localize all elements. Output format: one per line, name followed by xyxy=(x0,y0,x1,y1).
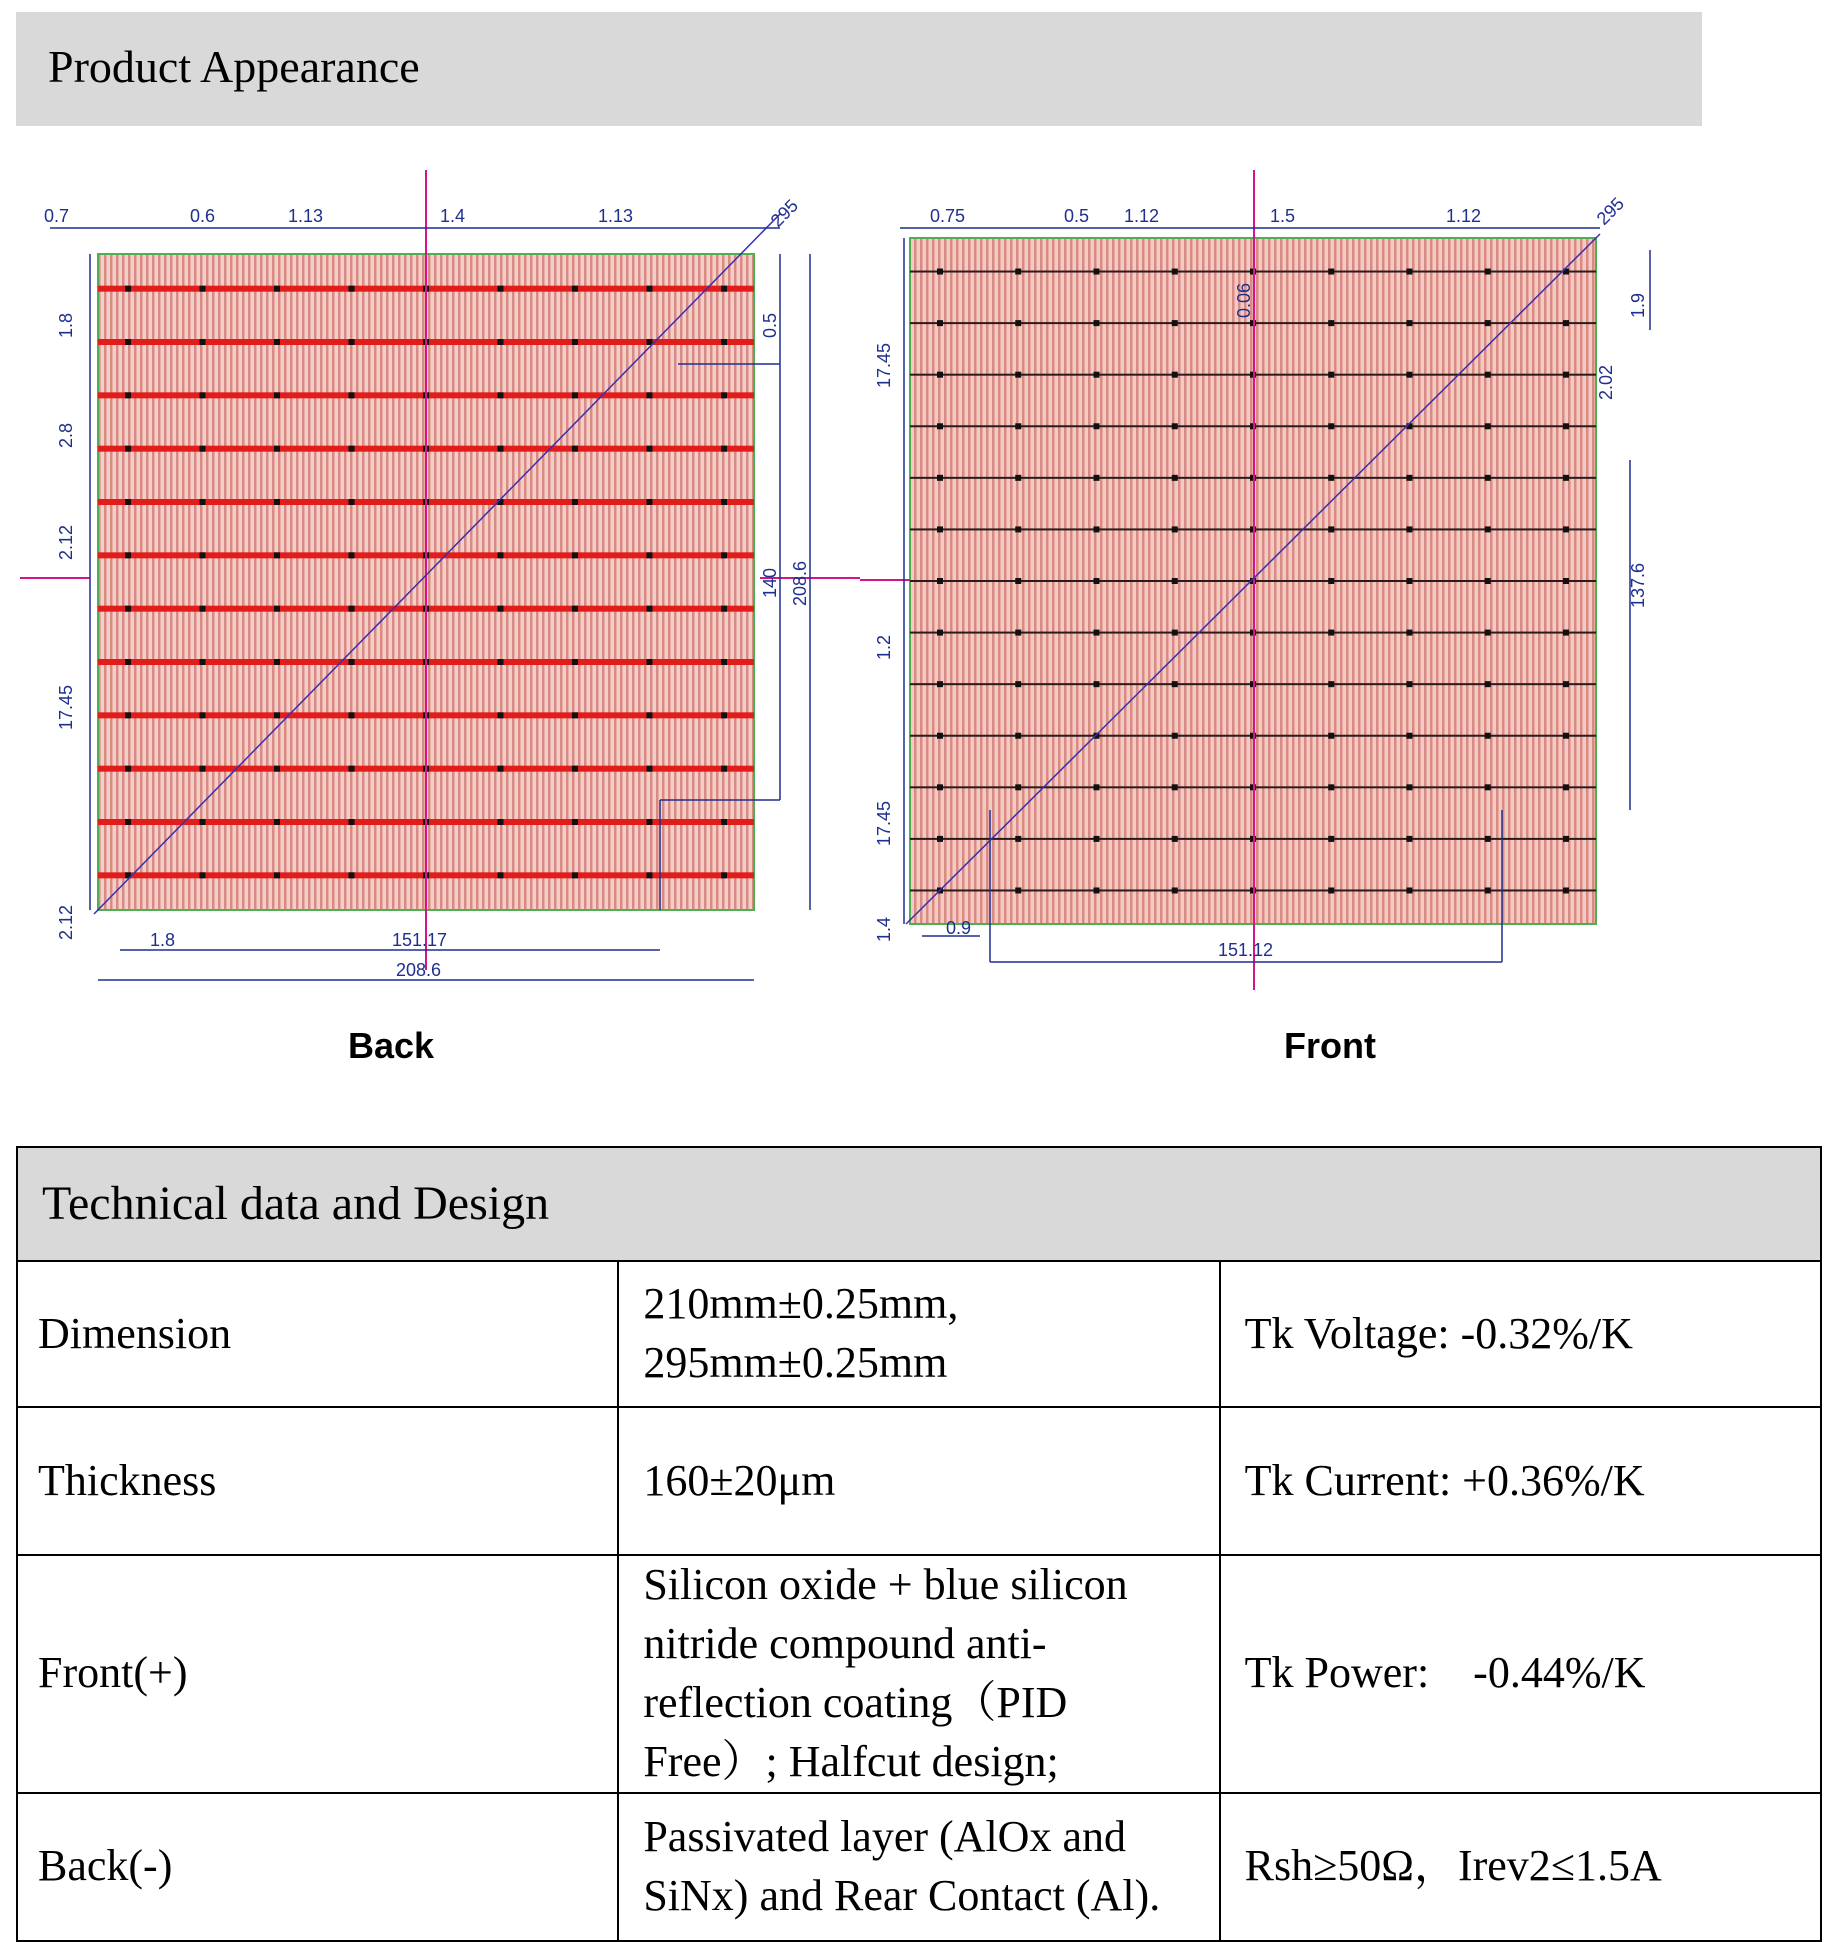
front-dim-right-0: 1.9 xyxy=(1628,292,1648,318)
busbar-pad xyxy=(498,392,504,398)
busbar-pad xyxy=(200,659,206,665)
front-dim-left-1: 1.2 xyxy=(874,634,894,660)
front-dim-left-2: 17.45 xyxy=(874,800,894,846)
busbar-pad xyxy=(1328,423,1334,429)
busbar-pad xyxy=(1094,320,1100,326)
busbar-pad xyxy=(572,552,578,558)
busbar-pad xyxy=(200,552,206,558)
busbar-pad xyxy=(1407,372,1413,378)
busbar-pad xyxy=(125,819,131,825)
row-value-front: Silicon oxide + blue silicon nitride compound anti-reflection coating（PID Free）; Halfcut design; xyxy=(618,1555,1219,1793)
busbar-pad xyxy=(200,446,206,452)
back-dim-top-3: 1.4 xyxy=(440,206,466,226)
busbar-pad xyxy=(572,766,578,772)
table-row xyxy=(17,1261,1821,1407)
back-dim-right-2: 208.6 xyxy=(790,560,810,606)
busbar-pad xyxy=(1328,887,1334,893)
busbar-pad xyxy=(721,819,727,825)
busbar-pad xyxy=(1485,836,1491,842)
busbar-pad xyxy=(349,286,355,292)
busbar-pad xyxy=(937,320,943,326)
busbar-pad xyxy=(1172,475,1178,481)
busbar-pad xyxy=(1407,681,1413,687)
busbar-pad xyxy=(1563,320,1569,326)
busbar-pad xyxy=(1172,836,1178,842)
busbar-pad xyxy=(721,659,727,665)
busbar-pad xyxy=(200,286,206,292)
busbar-pad xyxy=(1328,630,1334,636)
busbar-pad xyxy=(200,392,206,398)
busbar-pad xyxy=(1485,423,1491,429)
row-label-dimension: Dimension xyxy=(17,1261,618,1407)
busbar-pad xyxy=(274,392,280,398)
table-row xyxy=(17,1555,1821,1793)
busbar-pad xyxy=(1172,784,1178,790)
busbar-pad xyxy=(647,606,653,612)
busbar-pad xyxy=(647,446,653,452)
busbar-pad xyxy=(1485,475,1491,481)
row-value-thickness: 160±20μm xyxy=(618,1407,1219,1555)
back-caption: Back xyxy=(348,1025,435,1066)
busbar-pad xyxy=(647,819,653,825)
busbar-pad xyxy=(1172,269,1178,275)
busbar-pad xyxy=(647,552,653,558)
back-dim-bottom-1: 151.17 xyxy=(392,930,448,950)
busbar-pad xyxy=(200,766,206,772)
busbar-pad xyxy=(1328,836,1334,842)
busbar-pad xyxy=(498,286,504,292)
busbar-pad xyxy=(1407,320,1413,326)
busbar-pad xyxy=(721,499,727,505)
busbar-pad xyxy=(200,339,206,345)
busbar-pad xyxy=(349,339,355,345)
back-dim-top-2: 1.13 xyxy=(288,206,324,226)
busbar-pad xyxy=(1328,320,1334,326)
front-dim-right-2: 137.6 xyxy=(1628,562,1648,608)
busbar-pad xyxy=(1094,475,1100,481)
busbar-pad xyxy=(1172,887,1178,893)
busbar-pad xyxy=(1172,372,1178,378)
busbar-pad xyxy=(1172,578,1178,584)
busbar-pad xyxy=(200,712,206,718)
busbar-pad xyxy=(498,659,504,665)
busbar-pad xyxy=(647,286,653,292)
row-value-back: Passivated layer (AlOx and SiNx) and Rear Contact (Al). xyxy=(618,1793,1219,1941)
busbar-pad xyxy=(1015,475,1021,481)
busbar-pad xyxy=(721,766,727,772)
busbar-pad xyxy=(937,423,943,429)
busbar-pad xyxy=(937,526,943,532)
busbar-pad xyxy=(349,659,355,665)
product-appearance-header xyxy=(16,12,1702,126)
technical-data-title: Technical data and Design xyxy=(17,1147,1821,1261)
busbar-pad xyxy=(274,872,280,878)
back-dim-bottom-2: 208.6 xyxy=(396,960,442,980)
row-label-thickness: Thickness xyxy=(17,1407,618,1555)
busbar-pad xyxy=(498,339,504,345)
front-dim-left-3: 1.4 xyxy=(874,916,894,942)
busbar-pad xyxy=(1328,733,1334,739)
busbar-pad xyxy=(125,392,131,398)
busbar-pad xyxy=(1015,423,1021,429)
busbar-pad xyxy=(349,499,355,505)
busbar-pad xyxy=(1563,784,1569,790)
busbar-pad xyxy=(349,552,355,558)
row-label-front: Front(+) xyxy=(17,1555,618,1793)
front-caption: Front xyxy=(1284,1025,1376,1066)
busbar-pad xyxy=(200,872,206,878)
busbar-pad xyxy=(647,872,653,878)
back-cell-drawing xyxy=(20,170,860,1010)
back-dim-bottom-0: 1.8 xyxy=(150,930,176,950)
busbar-pad xyxy=(572,872,578,878)
busbar-pad xyxy=(647,659,653,665)
busbar-pad xyxy=(572,392,578,398)
back-dim-diagonal: 295 xyxy=(766,195,803,231)
busbar-pad xyxy=(1407,475,1413,481)
front-dim-top-2: 1.12 xyxy=(1124,206,1160,226)
row-label-back: Back(-) xyxy=(17,1793,618,1941)
busbar-pad xyxy=(349,392,355,398)
busbar-pad xyxy=(1172,526,1178,532)
busbar-pad xyxy=(1485,733,1491,739)
busbar-pad xyxy=(647,499,653,505)
busbar-pad xyxy=(1015,836,1021,842)
busbar-pad xyxy=(1485,630,1491,636)
back-dim-left-3: 17.45 xyxy=(56,684,76,730)
front-dim-bottom-0: 0.9 xyxy=(946,918,972,938)
busbar-pad xyxy=(647,712,653,718)
busbar-pad xyxy=(1328,269,1334,275)
busbar-pad xyxy=(937,578,943,584)
busbar-pad xyxy=(721,392,727,398)
busbar-pad xyxy=(349,446,355,452)
busbar-pad xyxy=(937,475,943,481)
busbar-pad xyxy=(274,552,280,558)
busbar-pad xyxy=(572,606,578,612)
busbar-pad xyxy=(721,606,727,612)
busbar-pad xyxy=(1407,836,1413,842)
busbar-pad xyxy=(1015,269,1021,275)
busbar-pad xyxy=(1407,784,1413,790)
back-dim-top-1: 0.6 xyxy=(190,206,216,226)
busbar-pad xyxy=(1563,630,1569,636)
busbar-pad xyxy=(721,339,727,345)
table-row xyxy=(17,1793,1821,1941)
busbar-pad xyxy=(274,819,280,825)
row-side-tk-current: Tk Current: +0.36%/K xyxy=(1220,1407,1821,1555)
busbar-pad xyxy=(200,606,206,612)
busbar-pad xyxy=(1015,630,1021,636)
front-cell-drawing xyxy=(860,170,1680,1010)
front-dim-top-1: 0.5 xyxy=(1064,206,1090,226)
busbar-pad xyxy=(125,339,131,345)
busbar-pad xyxy=(274,286,280,292)
busbar-pad xyxy=(1328,784,1334,790)
busbar-pad xyxy=(1563,836,1569,842)
busbar-pad xyxy=(937,733,943,739)
busbar-pad xyxy=(1563,578,1569,584)
back-dim-left-4: 2.12 xyxy=(56,904,76,940)
front-dim-right-1: 2.02 xyxy=(1596,364,1616,400)
busbar-pad xyxy=(1563,681,1569,687)
busbar-pad xyxy=(1172,630,1178,636)
busbar-pad xyxy=(572,712,578,718)
busbar-pad xyxy=(125,499,131,505)
row-side-rsh-irev: Rsh≥50Ω，Irev2≤1.5A xyxy=(1220,1793,1821,1941)
busbar-pad xyxy=(1015,887,1021,893)
busbar-pad xyxy=(572,446,578,452)
busbar-pad xyxy=(937,372,943,378)
busbar-pad xyxy=(349,872,355,878)
busbar-pad xyxy=(498,606,504,612)
busbar-pad xyxy=(498,552,504,558)
busbar-pad xyxy=(1407,578,1413,584)
busbar-pad xyxy=(721,712,727,718)
busbar-pad xyxy=(1485,526,1491,532)
busbar-pad xyxy=(498,712,504,718)
busbar-pad xyxy=(274,766,280,772)
busbar-pad xyxy=(125,766,131,772)
back-dim-top-4: 1.13 xyxy=(598,206,634,226)
busbar-pad xyxy=(647,392,653,398)
busbar-pad xyxy=(572,286,578,292)
busbar-pad xyxy=(572,819,578,825)
product-appearance-title: Product Appearance xyxy=(48,41,420,92)
busbar-pad xyxy=(1015,681,1021,687)
back-dim-left-1: 2.8 xyxy=(56,422,76,448)
busbar-pad xyxy=(1094,526,1100,532)
busbar-pad xyxy=(1485,681,1491,687)
busbar-pad xyxy=(1328,526,1334,532)
busbar-pad xyxy=(125,446,131,452)
busbar-pad xyxy=(125,606,131,612)
busbar-pad xyxy=(1094,630,1100,636)
busbar-pad xyxy=(1094,887,1100,893)
front-dim-top-3: 1.5 xyxy=(1270,206,1296,226)
back-dim-left-0: 1.8 xyxy=(56,312,76,338)
busbar-pad xyxy=(125,552,131,558)
row-value-dimension: 210mm±0.25mm, 295mm±0.25mm xyxy=(618,1261,1219,1407)
busbar-pad xyxy=(1172,320,1178,326)
busbar-pad xyxy=(572,659,578,665)
busbar-pad xyxy=(1328,578,1334,584)
technical-data-table xyxy=(16,1146,1822,1942)
busbar-pad xyxy=(1094,836,1100,842)
busbar-pad xyxy=(1407,269,1413,275)
busbar-pad xyxy=(1172,733,1178,739)
busbar-pad xyxy=(1328,372,1334,378)
busbar-pad xyxy=(274,446,280,452)
busbar-pad xyxy=(274,339,280,345)
busbar-pad xyxy=(1015,578,1021,584)
busbar-pad xyxy=(274,659,280,665)
busbar-pad xyxy=(1094,784,1100,790)
busbar-pad xyxy=(1015,784,1021,790)
back-dim-right-1: 140 xyxy=(760,567,780,598)
busbar-pad xyxy=(125,659,131,665)
busbar-pad xyxy=(1485,887,1491,893)
busbar-pad xyxy=(274,499,280,505)
busbar-pad xyxy=(1563,733,1569,739)
busbar-pad xyxy=(937,836,943,842)
busbar-pad xyxy=(498,766,504,772)
busbar-pad xyxy=(1172,423,1178,429)
busbar-pad xyxy=(498,446,504,452)
front-dim-diagonal: 295 xyxy=(1592,193,1629,229)
busbar-pad xyxy=(1563,887,1569,893)
busbar-pad xyxy=(1563,475,1569,481)
front-dim-left-0: 17.45 xyxy=(874,342,894,388)
busbar-pad xyxy=(349,766,355,772)
busbar-pad xyxy=(498,819,504,825)
busbar-pad xyxy=(1407,733,1413,739)
busbar-pad xyxy=(937,269,943,275)
busbar-pad xyxy=(200,819,206,825)
busbar-pad xyxy=(498,872,504,878)
busbar-pad xyxy=(937,784,943,790)
busbar-pad xyxy=(721,872,727,878)
busbar-pad xyxy=(1407,526,1413,532)
back-dim-left-2: 2.12 xyxy=(56,524,76,560)
technical-data-header-row xyxy=(17,1147,1821,1261)
busbar-pad xyxy=(647,766,653,772)
busbar-pad xyxy=(1015,733,1021,739)
front-dim-top-0: 0.75 xyxy=(930,206,966,226)
busbar-pad xyxy=(1094,372,1100,378)
busbar-pad xyxy=(1407,630,1413,636)
busbar-pad xyxy=(1015,372,1021,378)
busbar-pad xyxy=(1407,887,1413,893)
busbar-pad xyxy=(1485,269,1491,275)
busbar-pad xyxy=(937,681,943,687)
busbar-pad xyxy=(125,286,131,292)
front-dim-center: 0.06 xyxy=(1234,282,1254,318)
busbar-pad xyxy=(721,286,727,292)
back-dim-top-0: 0.7 xyxy=(44,206,70,226)
busbar-pad xyxy=(1328,681,1334,687)
busbar-pad xyxy=(937,630,943,636)
busbar-pad xyxy=(572,339,578,345)
busbar-pad xyxy=(572,499,578,505)
front-dim-top-4: 1.12 xyxy=(1446,206,1482,226)
busbar-pad xyxy=(1015,526,1021,532)
busbar-pad xyxy=(721,446,727,452)
busbar-pad xyxy=(1485,578,1491,584)
busbar-pad xyxy=(1015,320,1021,326)
busbar-pad xyxy=(1094,681,1100,687)
busbar-pad xyxy=(349,819,355,825)
busbar-pad xyxy=(721,552,727,558)
row-side-tk-power: Tk Power: -0.44%/K xyxy=(1220,1555,1821,1793)
busbar-pad xyxy=(1094,423,1100,429)
busbar-pad xyxy=(1563,372,1569,378)
table-row xyxy=(17,1407,1821,1555)
busbar-pad xyxy=(1094,578,1100,584)
busbar-pad xyxy=(1094,269,1100,275)
busbar-pad xyxy=(274,606,280,612)
back-dim-right-0: 0.5 xyxy=(760,312,780,338)
busbar-pad xyxy=(1485,320,1491,326)
front-dim-bottom-1: 151.12 xyxy=(1218,940,1274,960)
busbar-pad xyxy=(349,606,355,612)
busbar-pad xyxy=(1563,526,1569,532)
busbar-pad xyxy=(200,499,206,505)
busbar-pad xyxy=(274,712,280,718)
busbar-pad xyxy=(1172,681,1178,687)
busbar-pad xyxy=(1563,423,1569,429)
busbar-pad xyxy=(1328,475,1334,481)
busbar-pad xyxy=(1485,784,1491,790)
row-side-tk-voltage: Tk Voltage: -0.32%/K xyxy=(1220,1261,1821,1407)
busbar-pad xyxy=(349,712,355,718)
busbar-pad xyxy=(125,712,131,718)
busbar-pad xyxy=(1485,372,1491,378)
